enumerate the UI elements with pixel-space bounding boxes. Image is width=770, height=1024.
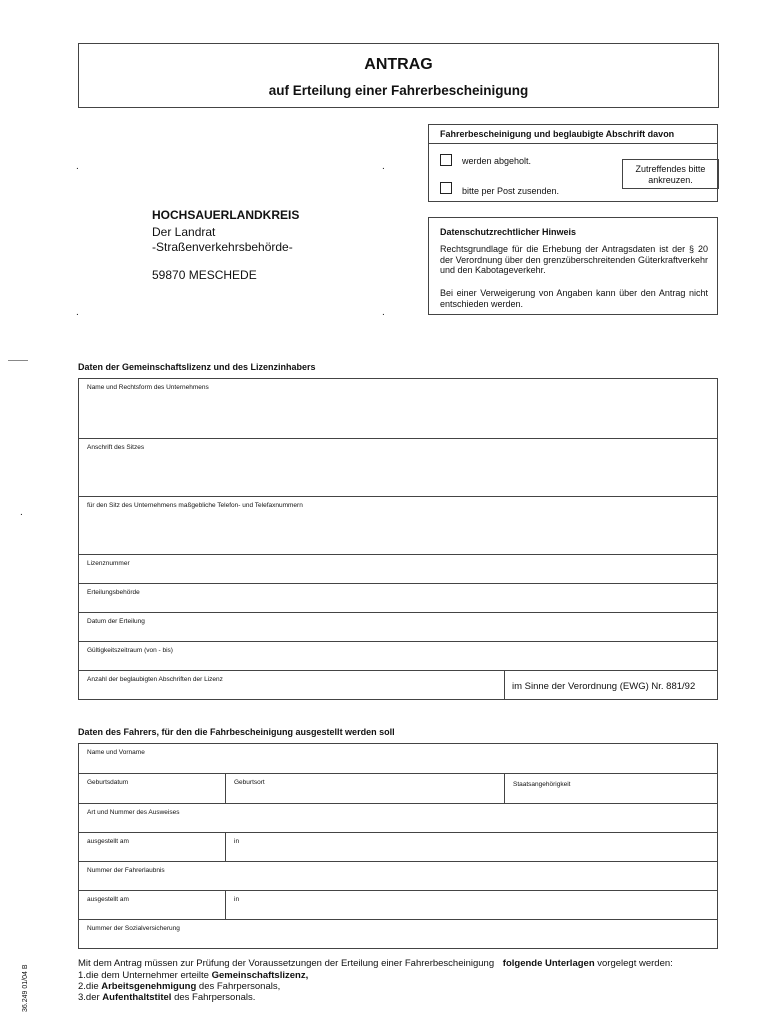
birth-row — [79, 773, 717, 803]
required-doc-1 — [78, 970, 308, 981]
field-birth-place[interactable]: Geburtsort — [234, 779, 265, 786]
intro-text-a: Mit dem Antrag müssen zur Prüfung der Voraussetzungen der Erteilung einer Fahrerbescheinigung — [78, 958, 495, 969]
privacy-paragraph-2: Bei einer Verweigerung von Angaben kann über den Antrag nicht entschieden werden. — [440, 288, 708, 309]
doc1-text: 1.die dem Unternehmer erteilte — [78, 970, 209, 981]
intro-text-bold: folgende Unterlagen — [502, 958, 595, 969]
field-label: Anschrift des Sitzes — [87, 444, 145, 451]
id-issue-row — [79, 832, 717, 861]
license-table — [78, 378, 718, 700]
field-label: Art und Nummer des Ausweises — [87, 809, 180, 816]
field-id-issued-in[interactable]: in — [234, 838, 240, 845]
option-pickup-label: werden abgeholt. — [462, 156, 532, 166]
field-label: Nummer der Sozialversicherung — [87, 925, 180, 932]
corner-mark: . — [76, 161, 79, 172]
doc3-text-b: des Fahrpersonals. — [174, 992, 256, 1003]
column-divider — [225, 833, 226, 861]
field-label: Anzahl der beglaubigten Abschriften der Lizenz — [87, 676, 223, 683]
field-license-issued-in[interactable]: in — [234, 896, 240, 903]
field-birth-date[interactable]: Geburtsdatum — [87, 779, 129, 786]
field-driving-license-number[interactable] — [79, 861, 717, 890]
column-divider — [504, 774, 505, 803]
option-mail-label: bitte per Post zusenden. — [462, 186, 560, 196]
field-phone-fax[interactable] — [79, 496, 717, 554]
recipient-city: 59870 MESCHEDE — [152, 268, 257, 282]
field-issuing-authority[interactable] — [79, 583, 717, 612]
required-doc-3 — [78, 992, 255, 1003]
recipient-line3: -Straßenverkehrsbehörde- — [152, 240, 293, 254]
field-id-issued-on[interactable]: ausgestellt am — [87, 838, 129, 845]
recipient-name: HOCHSAUERLANDKREIS — [152, 208, 300, 222]
tick-hint-line2: ankreuzen. — [648, 175, 693, 185]
title-box — [78, 43, 719, 108]
delivery-options-box — [428, 124, 718, 202]
doc2-bold: Arbeitsgenehmigung — [101, 981, 197, 992]
column-divider — [225, 774, 226, 803]
form-title: ANTRAG — [364, 56, 433, 73]
doc2-text-b: des Fahrpersonals, — [198, 981, 281, 992]
intro-text-b: vorgelegt werden: — [597, 958, 673, 969]
fold-mark: . — [20, 507, 23, 518]
field-label: Nummer der Fahrerlaubnis — [87, 867, 165, 874]
regulation-note: im Sinne der Verordnung (EWG) Nr. 881/92 — [504, 670, 718, 700]
field-company-address[interactable] — [79, 438, 717, 496]
checkbox-mail[interactable] — [440, 182, 452, 194]
tick-hint-box — [622, 159, 719, 189]
field-license-issued-on[interactable]: ausgestellt am — [87, 896, 129, 903]
recipient-line2: Der Landrat — [152, 225, 216, 239]
field-label: Name und Rechtsform des Unternehmens — [87, 384, 209, 391]
field-social-security[interactable] — [79, 919, 717, 948]
doc3-bold: Aufenthaltstitel — [102, 992, 172, 1003]
tick-hint-line1: Zutreffendes bitte — [635, 164, 706, 174]
corner-mark: . — [382, 307, 385, 318]
field-validity-period[interactable] — [79, 641, 717, 670]
form-subtitle: auf Erteilung einer Fahrerbescheinigung — [268, 83, 529, 98]
field-label: Gültigkeitszeitraum (von - bis) — [87, 647, 173, 654]
field-certified-copies[interactable] — [79, 670, 717, 699]
field-label: Name und Vorname — [87, 749, 145, 756]
field-company-name[interactable] — [79, 379, 717, 438]
field-label: Datum der Erteilung — [87, 618, 145, 625]
field-nationality[interactable]: Staatsangehörigkeit — [513, 781, 571, 788]
form-code: 36.249 01/04 B — [22, 964, 29, 1012]
license-issue-row — [79, 890, 717, 919]
driver-section-title: Daten des Fahrers, für den die Fahrbescheinigung ausgestellt werden soll — [78, 727, 395, 737]
privacy-heading: Datenschutzrechtlicher Hinweis — [440, 227, 577, 237]
doc2-text: 2.die — [78, 981, 99, 992]
field-issue-date[interactable] — [79, 612, 717, 641]
doc1-bold: Gemeinschaftslizenz, — [211, 970, 309, 981]
field-label: Lizenznummer — [87, 560, 130, 567]
field-label: für den Sitz des Unternehmens maßgebliche Telefon- und Telefaxnummern — [87, 502, 303, 509]
column-divider — [225, 891, 226, 919]
field-license-number[interactable] — [79, 554, 717, 583]
required-docs-intro — [78, 958, 673, 969]
required-doc-2 — [78, 981, 280, 992]
driver-table — [78, 743, 718, 949]
field-driver-name[interactable] — [79, 744, 717, 773]
checkbox-pickup[interactable] — [440, 154, 452, 166]
doc3-text: 3.der — [78, 992, 100, 1003]
corner-mark: . — [76, 307, 79, 318]
privacy-notice-box — [428, 217, 718, 315]
field-label: Erteilungsbehörde — [87, 589, 140, 596]
fold-line — [8, 360, 28, 361]
field-id-document[interactable] — [79, 803, 717, 832]
license-section-title: Daten der Gemeinschaftslizenz und des Lizenzinhabers — [78, 362, 316, 372]
privacy-paragraph-1: Rechtsgrundlage für die Erhebung der Antragsdaten ist der § 20 der Verordnung über den grenzüberschreitenden Güterkraftverkehr und den Kabotageverkehr. — [440, 244, 708, 275]
corner-mark: . — [382, 161, 385, 172]
delivery-options-heading: Fahrerbescheinigung und beglaubigte Abschrift davon — [429, 125, 717, 144]
